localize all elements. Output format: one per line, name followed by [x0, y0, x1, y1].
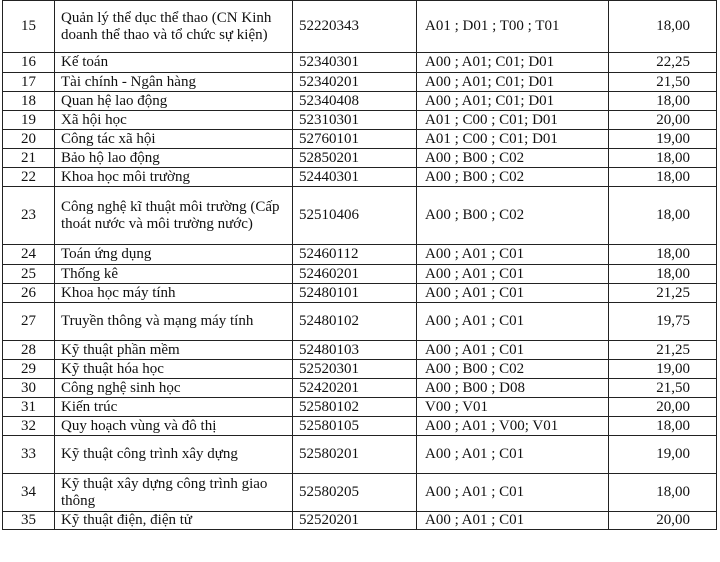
major-name-cell: Bảo hộ lao động — [55, 149, 293, 168]
table-row — [3, 1, 717, 53]
subject-combination-cell: A00 ; A01; C01; D01 — [417, 92, 609, 111]
table-row — [3, 149, 717, 168]
subject-combination-cell: A01 ; D01 ; T00 ; T01 — [417, 1, 609, 53]
major-code-cell: 52460201 — [293, 265, 417, 284]
cutoff-score-cell: 18,00 — [609, 474, 717, 512]
table-row — [3, 92, 717, 111]
major-name-cell: Toán ứng dụng — [55, 245, 293, 265]
row-number-cell: 28 — [3, 341, 55, 360]
major-name-cell: Kiến trúc — [55, 398, 293, 417]
subject-combination-cell: A00 ; A01 ; C01 — [417, 512, 609, 530]
major-code-cell: 52440301 — [293, 168, 417, 187]
major-code-cell: 52480102 — [293, 303, 417, 341]
cutoff-score-cell: 18,00 — [609, 149, 717, 168]
subject-combination-cell: A00 ; A01 ; C01 — [417, 341, 609, 360]
subject-combination-cell: V00 ; V01 — [417, 398, 609, 417]
row-number-cell: 18 — [3, 92, 55, 111]
row-number-cell: 27 — [3, 303, 55, 341]
subject-combination-cell: A01 ; C00 ; C01; D01 — [417, 130, 609, 149]
major-name-cell: Thống kê — [55, 265, 293, 284]
cutoff-score-cell: 21,25 — [609, 341, 717, 360]
major-code-cell: 52510406 — [293, 187, 417, 245]
table-row — [3, 474, 717, 512]
cutoff-score-cell: 19,75 — [609, 303, 717, 341]
table-row — [3, 436, 717, 474]
major-code-cell: 52340301 — [293, 53, 417, 73]
row-number-cell: 31 — [3, 398, 55, 417]
major-name-cell: Công nghệ kĩ thuật môi trường (Cấp thoát nước và môi trường nước) — [55, 187, 293, 245]
subject-combination-cell: A00 ; A01; C01; D01 — [417, 53, 609, 73]
major-name-cell: Khoa học môi trường — [55, 168, 293, 187]
cutoff-score-cell: 20,00 — [609, 111, 717, 130]
row-number-cell: 34 — [3, 474, 55, 512]
table-row — [3, 303, 717, 341]
major-name-cell: Kỹ thuật điện, điện tử — [55, 512, 293, 530]
cutoff-score-cell: 18,00 — [609, 265, 717, 284]
cutoff-score-cell: 22,25 — [609, 53, 717, 73]
row-number-cell: 26 — [3, 284, 55, 303]
row-number-cell: 19 — [3, 111, 55, 130]
major-name-cell: Kỹ thuật xây dựng công trình giao thông — [55, 474, 293, 512]
subject-combination-cell: A00 ; A01 ; C01 — [417, 303, 609, 341]
major-code-cell: 52580201 — [293, 436, 417, 474]
subject-combination-cell: A00 ; A01 ; C01 — [417, 474, 609, 512]
subject-combination-cell: A00 ; B00 ; D08 — [417, 379, 609, 398]
row-number-cell: 32 — [3, 417, 55, 436]
subject-combination-cell: A01 ; C00 ; C01; D01 — [417, 111, 609, 130]
subject-combination-cell: A00 ; A01; C01; D01 — [417, 73, 609, 92]
row-number-cell: 25 — [3, 265, 55, 284]
cutoff-score-cell: 18,00 — [609, 168, 717, 187]
major-name-cell: Kỹ thuật phần mềm — [55, 341, 293, 360]
admission-table-wrapper — [2, 0, 716, 530]
cutoff-score-cell: 18,00 — [609, 187, 717, 245]
subject-combination-cell: A00 ; B00 ; C02 — [417, 168, 609, 187]
table-row — [3, 187, 717, 245]
major-code-cell: 52580102 — [293, 398, 417, 417]
table-row — [3, 73, 717, 92]
table-row — [3, 379, 717, 398]
major-code-cell: 52310301 — [293, 111, 417, 130]
cutoff-score-cell: 18,00 — [609, 92, 717, 111]
row-number-cell: 35 — [3, 512, 55, 530]
subject-combination-cell: A00 ; A01 ; C01 — [417, 265, 609, 284]
major-name-cell: Công nghệ sinh học — [55, 379, 293, 398]
subject-combination-cell: A00 ; A01 ; C01 — [417, 245, 609, 265]
major-name-cell: Công tác xã hội — [55, 130, 293, 149]
row-number-cell: 24 — [3, 245, 55, 265]
table-row — [3, 265, 717, 284]
table-row — [3, 245, 717, 265]
major-code-cell: 52850201 — [293, 149, 417, 168]
major-code-cell: 52580105 — [293, 417, 417, 436]
subject-combination-cell: A00 ; A01 ; C01 — [417, 436, 609, 474]
major-code-cell: 52460112 — [293, 245, 417, 265]
major-code-cell: 52340408 — [293, 92, 417, 111]
table-body — [3, 1, 717, 530]
major-code-cell: 52480101 — [293, 284, 417, 303]
major-name-cell: Quản lý thể dục thể thao (CN Kinh doanh thể thao và tổ chức sự kiện) — [55, 1, 293, 53]
table-row — [3, 417, 717, 436]
table-row — [3, 168, 717, 187]
cutoff-score-cell: 19,00 — [609, 130, 717, 149]
cutoff-score-cell: 19,00 — [609, 360, 717, 379]
major-name-cell: Kỹ thuật công trình xây dựng — [55, 436, 293, 474]
table-row — [3, 341, 717, 360]
table-row — [3, 130, 717, 149]
row-number-cell: 17 — [3, 73, 55, 92]
major-code-cell: 52760101 — [293, 130, 417, 149]
cutoff-score-cell: 21,25 — [609, 284, 717, 303]
major-code-cell: 52520201 — [293, 512, 417, 530]
table-row — [3, 111, 717, 130]
row-number-cell: 16 — [3, 53, 55, 73]
major-name-cell: Truyền thông và mạng máy tính — [55, 303, 293, 341]
cutoff-score-cell: 18,00 — [609, 417, 717, 436]
table-row — [3, 284, 717, 303]
table-row — [3, 398, 717, 417]
cutoff-score-cell: 20,00 — [609, 512, 717, 530]
row-number-cell: 15 — [3, 1, 55, 53]
major-name-cell: Tài chính - Ngân hàng — [55, 73, 293, 92]
subject-combination-cell: A00 ; A01 ; C01 — [417, 284, 609, 303]
major-name-cell: Quy hoạch vùng và đô thị — [55, 417, 293, 436]
major-code-cell: 52220343 — [293, 1, 417, 53]
major-code-cell: 52480103 — [293, 341, 417, 360]
cutoff-score-cell: 21,50 — [609, 73, 717, 92]
row-number-cell: 29 — [3, 360, 55, 379]
subject-combination-cell: A00 ; B00 ; C02 — [417, 360, 609, 379]
row-number-cell: 22 — [3, 168, 55, 187]
major-code-cell: 52420201 — [293, 379, 417, 398]
major-code-cell: 52520301 — [293, 360, 417, 379]
row-number-cell: 23 — [3, 187, 55, 245]
subject-combination-cell: A00 ; B00 ; C02 — [417, 149, 609, 168]
table-row — [3, 360, 717, 379]
row-number-cell: 33 — [3, 436, 55, 474]
major-name-cell: Khoa học máy tính — [55, 284, 293, 303]
major-code-cell: 52340201 — [293, 73, 417, 92]
subject-combination-cell: A00 ; A01 ; V00; V01 — [417, 417, 609, 436]
cutoff-score-cell: 21,50 — [609, 379, 717, 398]
table-row — [3, 53, 717, 73]
major-name-cell: Kế toán — [55, 53, 293, 73]
cutoff-score-cell: 19,00 — [609, 436, 717, 474]
cutoff-score-cell: 20,00 — [609, 398, 717, 417]
cutoff-score-cell: 18,00 — [609, 1, 717, 53]
subject-combination-cell: A00 ; B00 ; C02 — [417, 187, 609, 245]
major-code-cell: 52580205 — [293, 474, 417, 512]
row-number-cell: 20 — [3, 130, 55, 149]
major-name-cell: Kỹ thuật hóa học — [55, 360, 293, 379]
table-row — [3, 512, 717, 530]
cutoff-score-cell: 18,00 — [609, 245, 717, 265]
major-name-cell: Quan hệ lao động — [55, 92, 293, 111]
row-number-cell: 21 — [3, 149, 55, 168]
major-name-cell: Xã hội học — [55, 111, 293, 130]
admission-score-table — [2, 0, 717, 530]
row-number-cell: 30 — [3, 379, 55, 398]
